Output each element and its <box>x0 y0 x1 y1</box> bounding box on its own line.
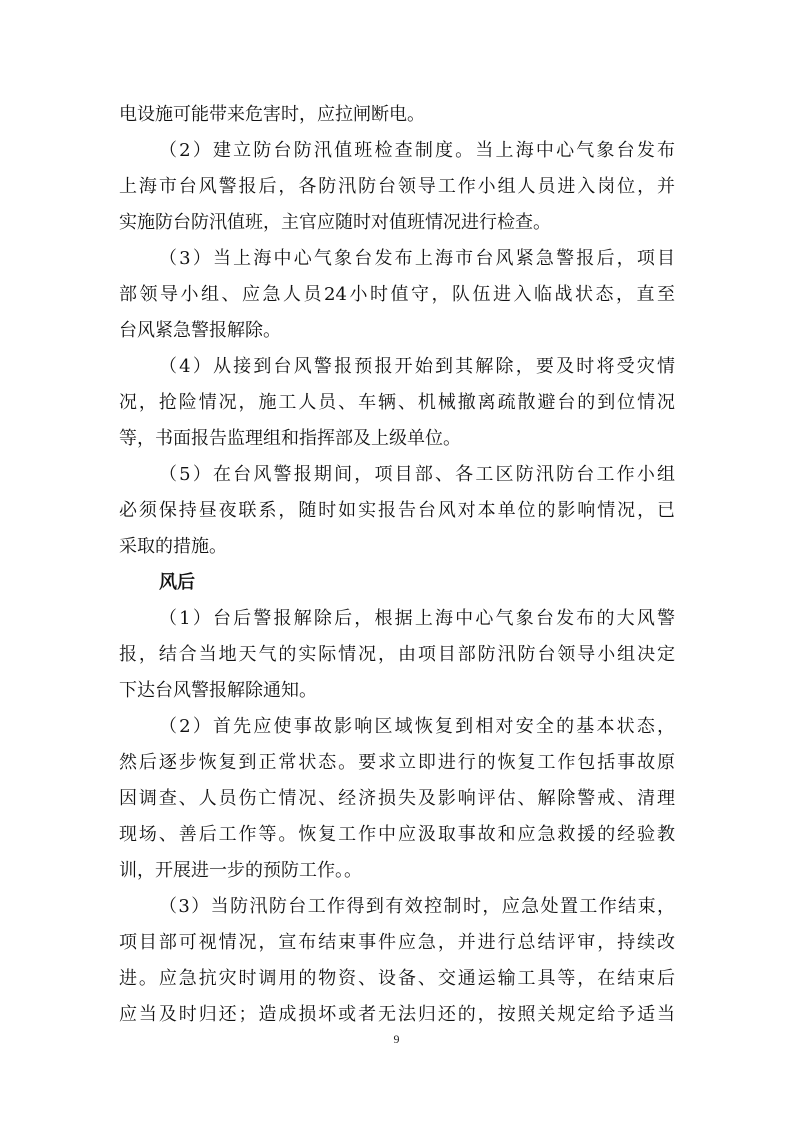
paragraph-first-line: （2）建立防台防汛值班检查制度。当上海中心气象台发布 <box>159 140 675 161</box>
text-line: 况，抢险情况，施工人员、车辆、机械撤离疏散避台的到位情况 <box>119 392 675 413</box>
text-line: 项目部可视情况，宣布结束事件应急，并进行总结评审，持续改 <box>119 932 675 953</box>
paragraph-first-line: （4）从接到台风警报预报开始到其解除，要及时将受灾情 <box>159 356 675 377</box>
text-line: 应当及时归还；造成损坏或者无法归还的，按照关规定给予适当 <box>119 1004 675 1025</box>
text-line: 下达台风警报解除通知。 <box>119 680 317 701</box>
text-line: 实施防台防汛值班，主官应随时对值班情况进行检查。 <box>119 212 551 233</box>
text-line: 训，开展进一步的预防工作。。 <box>119 860 362 881</box>
text-line: 现场、善后工作等。恢复工作中应汲取事故和应急救援的经验教 <box>119 824 675 845</box>
text-line: 采取的措施。 <box>119 536 227 557</box>
paragraph-first-line: （5）在台风警报期间，项目部、各工区防汛防台工作小组 <box>159 464 675 485</box>
text-line: 必须保持昼夜联系，随时如实报告台风对本单位的影响情况，已 <box>119 500 675 521</box>
page-number: 9 <box>393 1032 400 1046</box>
text-line: 上海市台风警报后，各防汛防台领导工作小组人员进入岗位，并 <box>119 176 675 197</box>
section-heading: 风后 <box>159 572 195 593</box>
text-line: 台风紧急警报解除。 <box>119 320 281 341</box>
document-body <box>119 97 675 1033</box>
paragraph-first-line: （3）当上海中心气象台发布上海市台风紧急警报后，项目 <box>159 248 675 269</box>
text-line: 等，书面报告监理组和指挥部及上级单位。 <box>119 428 461 449</box>
paragraph-first-line: （3）当防汛防台工作得到有效控制时，应急处置工作结束， <box>159 896 675 917</box>
paragraph-first-line: （1）台后警报解除后，根据上海中心气象台发布的大风警 <box>159 608 675 629</box>
text-line: 部领导小组、应急人员24小时值守，队伍进入临战状态，直至 <box>119 284 675 305</box>
text-line: 然后逐步恢复到正常状态。要求立即进行的恢复工作包括事故原 <box>119 752 675 773</box>
text-line: 进。应急抗灾时调用的物资、设备、交通运输工具等，在结束后 <box>119 968 675 989</box>
text-line: 电设施可能带来危害时，应拉闸断电。 <box>119 104 425 125</box>
text-line: 报，结合当地天气的实际情况，由项目部防汛防台领导小组决定 <box>119 644 675 665</box>
paragraph-first-line: （2）首先应使事故影响区域恢复到相对安全的基本状态， <box>159 716 675 737</box>
text-line: 因调查、人员伤亡情况、经济损失及影响评估、解除警戒、清理 <box>119 788 675 809</box>
